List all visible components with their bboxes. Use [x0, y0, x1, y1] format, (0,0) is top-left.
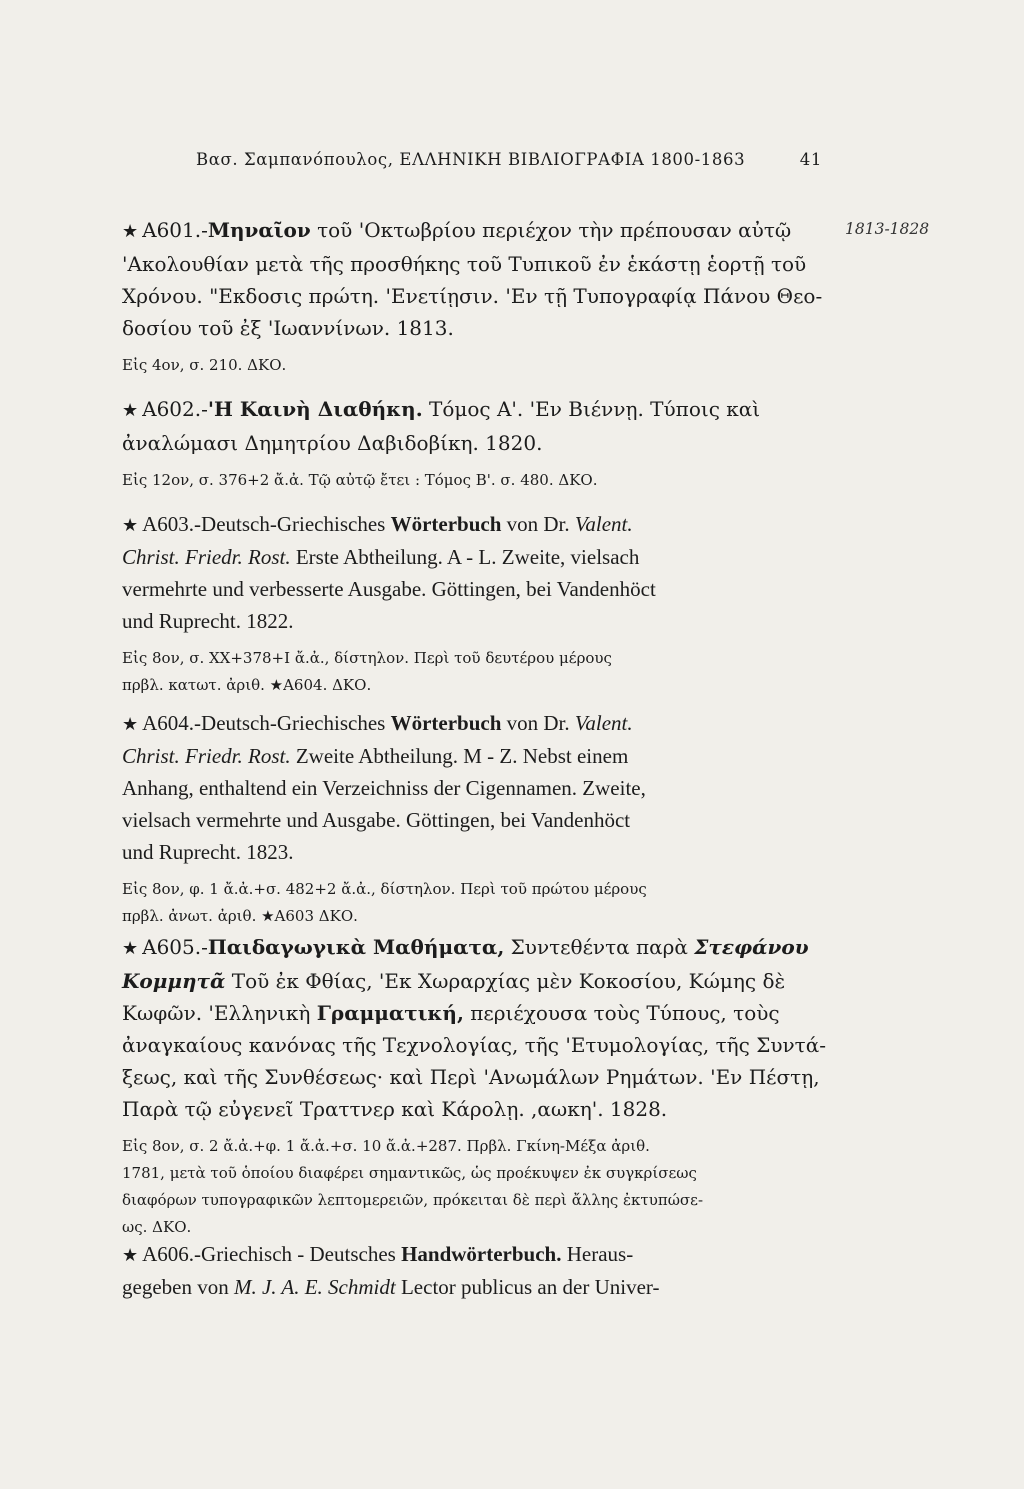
entry-line: ἀναλώμασι Δημητρίου Δαβιδοβίκη. 1820. [122, 431, 543, 455]
star-icon: ★ [122, 938, 139, 959]
entry-a606: ★ A606.-Griechisch - Deutsches Handwörterbuch. Heraus- gegeben von M. J. A. E. Schmidt Lector publicus an der Univer- [122, 1242, 660, 1299]
margin-date-range: 1813-1828 [845, 220, 930, 238]
entry-a603: ★ A603.-Deutsch-Griechisches Wörterbuch von Dr. Valent. Christ. Friedr. Rost. Erste Abtheilung. A - L. Zweite, vielsach vermehrte und verbesserte Ausgabe. Göttingen, bei Vandenhöct und Ruprecht. 1822. Εἰς 8ον, σ. XX+378+I ἄ.ἀ., δίστηλον. Περὶ τοῦ δευτέρου μέρους πρβλ. κατωτ. ἀριθ. ★A604. ΔΚΟ. [122, 508, 834, 699]
entry-collation: ως. ΔΚΟ. [122, 1218, 192, 1236]
star-icon: ★ [122, 221, 139, 242]
entry-collation: Εἰς 8ον, σ. XX+378+I ἄ.ἀ., δίστηλον. Περὶ τοῦ δευτέρου μέρους [122, 649, 612, 667]
entry-line: und Ruprecht. 1822. [122, 609, 294, 633]
entry-collation: Εἰς 4ον, σ. 210. ΔΚΟ. [122, 356, 287, 374]
entry-line: δοσίου τοῦ ἐξ 'Ιωαννίνων. 1813. [122, 316, 454, 340]
entry-a601 [122, 214, 834, 379]
entry-collation: Εἰς 12ον, σ. 376+2 ἄ.ἀ. Τῷ αὐτῷ ἔτει : Τόμος Β'. σ. 480. ΔΚΟ. [122, 471, 598, 489]
entry-a602: ★ A602.-'Η Καινὴ Διαθήκη. Τόμος Α'. 'Εν Βιέννῃ. Τύποις καὶ ἀναλώμασι Δημητρίου Δαβιδοβίκη. 1820. Εἰς 12ον, σ. 376+2 ἄ.ἀ. Τῷ αὐτῷ ἔτει : Τόμος Β'. σ. 480. ΔΚΟ. [122, 393, 834, 494]
entry-title: Μηναῖον [207, 218, 311, 242]
entry-collation: διαφόρων τυπογραφικῶν λεπτομερειῶν, πρόκειται δὲ περὶ ἄλλης ἐκτυπώσε- [122, 1191, 704, 1209]
entry-title: Wörterbuch [390, 711, 502, 735]
entry-line: Anhang, enthaltend ein Verzeichniss der Cigennamen. Zweite, [122, 776, 646, 800]
star-icon: ★ [122, 714, 139, 734]
entry-line: ἀναγκαίους κανόνας τῆς Τεχνολογίας, τῆς 'Ετυμολογίας, τῆς Συντά- [122, 1033, 827, 1057]
entry-line: vermehrte und verbesserte Ausgabe. Göttingen, bei Vandenhöct [122, 577, 656, 601]
entry-title: 'Η Καινὴ Διαθήκη. [207, 397, 423, 421]
entry-a604: ★ A604.-Deutsch-Griechisches Wörterbuch von Dr. Valent. Christ. Friedr. Rost. Zweite Abtheilung. M - Z. Nebst einem Anhang, enthaltend ein Verzeichniss der Cigennamen. Zweite, vielsach vermehrte und Ausgabe. Göttingen, bei Vandenhöct und Ruprecht. 1823. Εἰς 8ον, φ. 1 ἄ.ἀ.+σ. 482+2 ἄ.ἀ., δίστηλον. Περὶ τοῦ πρώτου μέρους πρβλ. ἀνωτ. ἀριθ. ★A603 ΔΚΟ. [122, 707, 834, 930]
running-header [196, 150, 822, 169]
entry-title: Wörterbuch [390, 512, 502, 536]
entry-line: Παρὰ τῷ εὐγενεῖ Τραττνερ καὶ Κάρολῃ. ,αωκη'. 1828. [122, 1097, 668, 1121]
entry-line: ξεως, καὶ τῆς Συνθέσεως· καὶ Περὶ 'Ανωμάλων Ρημάτων. 'Εν Πέστῃ, [122, 1065, 820, 1089]
entry-line: 'Ακολουθίαν μετὰ τῆς προσθήκης τοῦ Τυπικοῦ ἐν ἑκάστῃ ἑορτῇ τοῦ [122, 252, 807, 276]
entry-line: Χρόνου. "Εκδοσις πρώτη. 'Ενετίῃσιν. 'Εν τῇ Τυπογραφίᾳ Πάνου Θεο- [122, 284, 823, 308]
entry-title: Handwörterbuch. [401, 1242, 562, 1266]
entry-collation: 1781, μετὰ τοῦ ὁποίου διαφέρει σημαντικῶς, ὡς προέκυψεν ἐκ συγκρίσεως [122, 1164, 697, 1182]
entry-line: vielsach vermehrte und Ausgabe. Göttingen, bei Vandenhöct [122, 808, 631, 832]
entry-line: und Ruprecht. 1823. [122, 840, 294, 864]
header-title: Βασ. Σαμπανόπουλος, ΕΛΛΗΝΙΚΗ ΒΙΒΛΙΟΓΡΑΦΙΑ 1800-1863 [196, 150, 746, 169]
entry-collation: Εἰς 8ον, φ. 1 ἄ.ἀ.+σ. 482+2 ἄ.ἀ., δίστηλον. Περὶ τοῦ πρώτου μέρους [122, 880, 647, 898]
entry-a605: ★ A605.-Παιδαγωγικὰ Μαθήματα, Συντεθέντα παρὰ Στεφάνου Κομμητᾶ Τοῦ ἐκ Φθίας, 'Εκ Χωραρχίας μὲν Κοκοσίου, Κώμης δὲ Κωφῶν. 'Ελληνικὴ Γραμματική, περιέχουσα τοὺς Τύπους, τοὺς ἀναγκαίους κανόνας τῆς Τεχνολογίας, τῆς 'Ετυμολογίας, τῆς Συντά- ξεως, καὶ τῆς Συνθέσεως· καὶ Περὶ 'Ανωμάλων Ρημάτων. 'Εν Πέστῃ, Παρὰ τῷ εὐγενεῖ Τραττνερ καὶ Κάρολῃ. ,αωκη'. 1828. Εἰς 8ον, σ. 2 ἄ.ἀ.+φ. 1 ἄ.ἀ.+σ. 10 ἄ.ἀ.+287. Πρβλ. Γκίνη-Μέξα ἀριθ. 1781, μετὰ τοῦ ὁποίου διαφέρει σημαντικῶς, ὡς προέκυψεν ἐκ συγκρίσεως διαφόρων τυπογραφικῶν λεπτομερειῶν, πρόκειται δὲ περὶ ἄλλης ἐκτυπώσε- ως. ΔΚΟ. [122, 931, 834, 1241]
entry-collation: πρβλ. κατωτ. ἀριθ. ★A604. ΔΚΟ. [122, 676, 372, 694]
page-number: 41 [799, 150, 822, 169]
entry-title: Παιδαγωγικὰ Μαθήματα, [207, 935, 505, 959]
star-icon: ★ [122, 400, 139, 421]
star-icon: ★ [122, 515, 139, 535]
star-icon: ★ [122, 1245, 139, 1265]
entry-collation: πρβλ. ἀνωτ. ἀριθ. ★A603 ΔΚΟ. [122, 907, 358, 925]
entry-line: ★ A601.-Μηναῖον τοῦ 'Οκτωβρίου περιέχον τὴν πρέπουσαν αὐτῷ [122, 218, 792, 242]
entry-collation: Εἰς 8ον, σ. 2 ἄ.ἀ.+φ. 1 ἄ.ἀ.+σ. 10 ἄ.ἀ.+287. Πρβλ. Γκίνη-Μέξα ἀριθ. [122, 1137, 650, 1155]
